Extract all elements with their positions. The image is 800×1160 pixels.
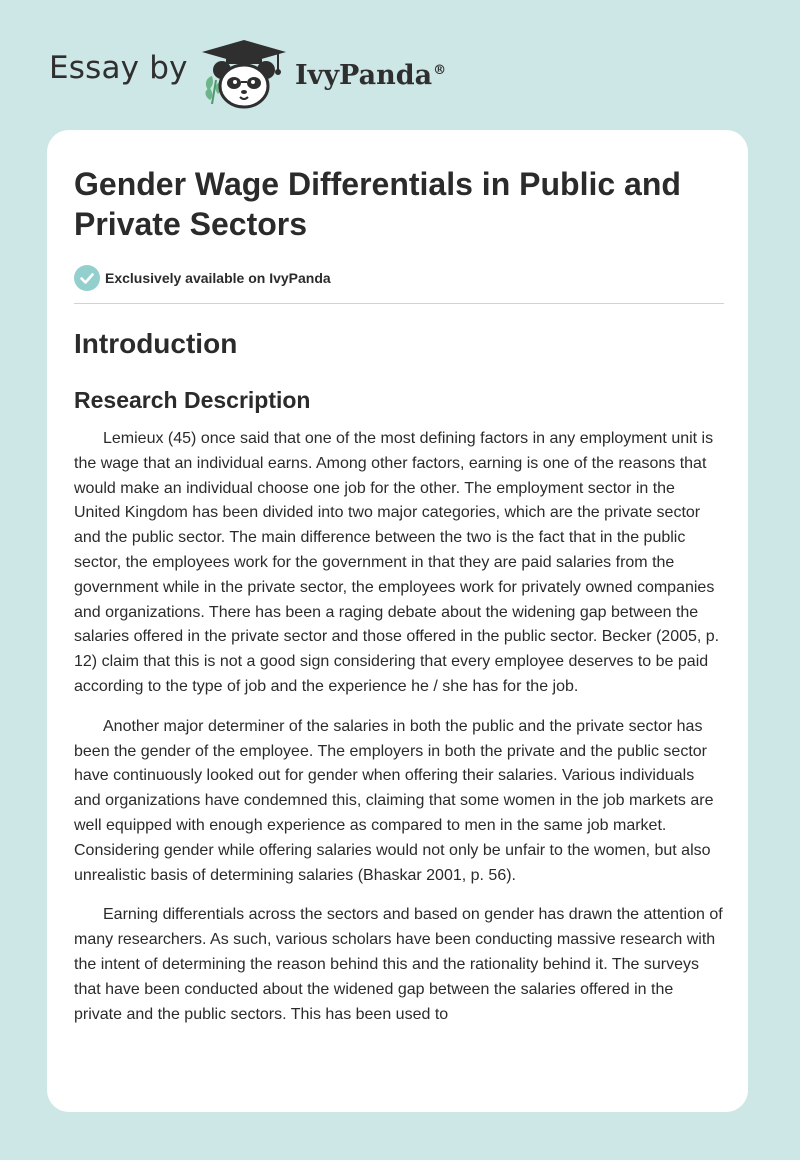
body-paragraph: Another major determiner of the salaries in both the public and the private sector has been the gender of the employee. The employers in both the private and the public sector have continuously looked out for gender when offering their salaries. Various individuals and organizations have condemned this, claiming that some women in the job markets are well equipped with enough experience as compared to men in the same job market. Considering gender while offering salaries would not only be unfair to the women, but also unrealistic basis of determining salaries (Bhaskar 2001, p. 56). [74, 717, 714, 884]
essay-content [74, 164, 724, 1027]
essay-by-label: Essay by [49, 50, 188, 86]
body-paragraph: Lemieux (45) once said that one of the most defining factors in any employment unit is the wage that an individual earns. Among other factors, earning is one of the reasons that would make an individual choose one job for the other. The employment sector in the United Kingdom has been divided into two major categories, which are the private sector and the public sector. The main difference between the two is the fact that in the public sector, the employees work for the government in that they are paid salaries from the government while in the private sector, the employees work for privately owned companies and organizations. There has been a raging debate about the widening gap between the salaries offered in the private sector and those offered in the public sector. Becker (2005, p. 12) claim that this is not a good sign considering that every employee deserves to be paid according to the type of job and the experience he / she has for the job. [74, 430, 720, 695]
registered-mark: ® [433, 63, 447, 78]
panda-graduate-icon[interactable] [198, 34, 294, 110]
brand-logo-text[interactable] [295, 55, 446, 92]
essay-title: Gender Wage Differentials in Public and Private Sectors [74, 166, 681, 242]
subsection-heading-research-description: Research Description [74, 387, 311, 413]
brand-name: IvyPanda [295, 60, 433, 91]
title-divider [74, 303, 724, 304]
check-circle-icon [74, 265, 100, 291]
exclusive-badge-label: Exclusively available on IvyPanda [105, 270, 331, 286]
essay-card [47, 130, 748, 1112]
exclusive-badge [74, 265, 724, 291]
body-paragraph: Earning differentials across the sectors and based on gender has drawn the attention of many researchers. As such, various scholars have been conducting massive research with the intent of determining the reason behind this and the rationality behind it. The surveys that have been conducted about the widened gap between the salaries offered in the private and the public sectors. This has been used to [74, 906, 723, 1023]
site-header [0, 0, 800, 120]
section-heading-introduction: Introduction [74, 328, 238, 359]
